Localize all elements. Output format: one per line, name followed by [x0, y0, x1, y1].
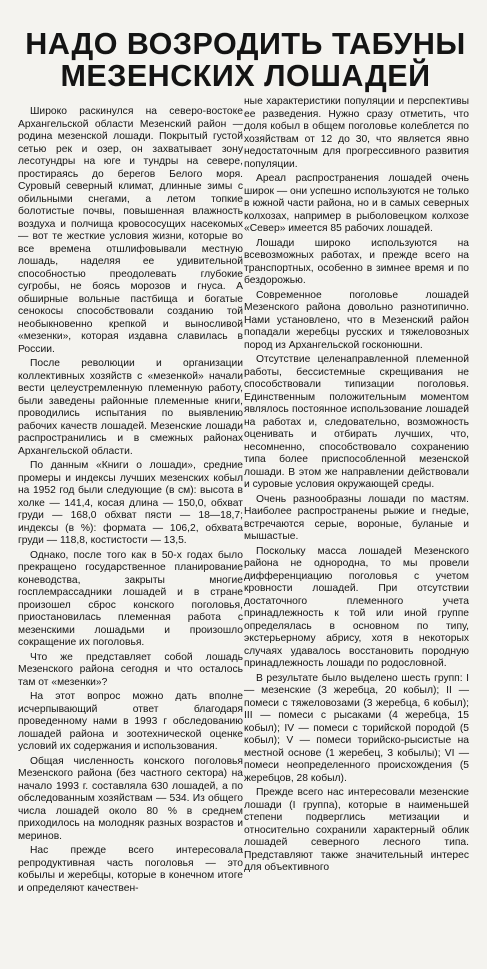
paragraph: ные характеристики популяции и перспективы ее разведения. Нужно сразу отметить, что доля кобыл в общем поголовье колеблется по хозяйствам от 12 до 30, что является явно недостаточным для прогрессивного развития популяции.: [244, 96, 469, 170]
left-text-column: [18, 106, 243, 897]
paragraph: Поскольку масса лошадей Мезенского района не однородна, то мы провели дифференциацию поголовья с учетом кровности лошадей. При отсутствии достаточного племенного учета принадлежность к той или иной группе определялась в основном по типу, экстерьерному абрису, хотя в некоторых случаях удавалось восстановить породную принадлежность лошади по родословной.: [244, 545, 469, 669]
paragraph: Лошади широко используются на всевозможных работах, и прежде всего на транспортных, особенно в зимнее время и по бездорожью.: [244, 237, 469, 286]
paragraph: После революции и организации коллективных хозяйств с «мезенкой» начали вести целеустремленную племенную работу, были заведены районные племенные книги, проводились испытания по выявлению рабочих качеств лошадей. Мезенские лошади распространились и в смежных районах Архангельской области.: [18, 358, 243, 457]
paragraph: На этот вопрос можно дать вполне исчерпывающий ответ благодаря проведенному нами в 1993 г обследованию лошадей района и зоотехнической оценке условий их содержания и использования.: [18, 691, 243, 752]
paragraph: Общая численность конского поголовья Мезенского района (без частного сектора) на начало 1993 г. составляла 630 лошадей, а по обследованным хозяйствам — 534. Из общего числа лошадей около 80 % в среднем приходилось на молодняк разных возрастов и меринов.: [18, 755, 243, 842]
paragraph: Прежде всего нас интересовали мезенские лошади (I группа), которые в наименьшей степени подверглись метизации и относительно сохранили характерный облик лошадей северного лесного типа. Представляют также значительный интерес для объективного: [244, 787, 469, 873]
article-headline: [18, 28, 473, 92]
paragraph: Отсутствие целенаправленной племенной работы, бессистемные скрещивания не способствовали типизации поголовья. Единственным положительным моментом являлось постоянное использование лошадей на работах и, следовательно, возможность оценивать и отбирать лучших, что, несомненно, способствовало сохранению типа более приспособленной мезенской лошади. В этом же направлении действовали и суровые условия окружающей среды.: [244, 354, 469, 490]
paragraph: В результате было выделено шесть групп: I — мезенские (3 жеребца, 20 кобыл); II — помеси с тяжеловозами (3 жеребца, 6 кобыл); III — помеси с рысаками (4 жеребца, 15 кобыл); IV — помеси с торийской породой (5 кобыл); V — помеси торийско-рысистые на местной основе (1 жеребец, 3 кобылы); VI — помеси неопределенного происхождения (5 жеребцов, 28 кобыл).: [244, 672, 469, 784]
paragraph: Что же представляет собой лошадь Мезенского района сегодня и что осталось там от «мезенки»?: [18, 651, 243, 688]
paragraph: По данным «Книги о лошади», средние промеры и индексы лучших мезенских кобыл на 1952 год были следующие (в см): высота в холке — 141,4, косая длина — 150,0, обхват груди — 168,0 обхват пясти — 18—18,7; индексы (в %): формата — 106,2, обхвата груди — 118,8, костистости — 13,5.: [18, 460, 243, 546]
paragraph: Однако, после того как в 50-х годах было прекращено государственное планирование коневодства, закрыты многие госплемрассадники лошадей и в стране произошел сброс конского поголовья, приостановилась племенная работа с мезенскими лошадьми и произошло сокращение их поголовья.: [18, 549, 243, 648]
paragraph: Нас прежде всего интересовала репродуктивная часть поголовья — это кобылы и жеребцы, которые в конечном итоге и определяют качествен-: [18, 845, 243, 894]
right-text-column: [244, 96, 469, 877]
paragraph: Широко раскинулся на северо-востоке Архангельской области Мезенский район — родина мезенской лошади. Покрытый густой сетью рек и озер, он захватывает зону лесотундры на юге и тундры на севере, простираясь до берегов Белого моря. Суровый северный климат, длинные зимы с обильными снегами, а летом топкие болотистые почвы, повышенная влажность воздуха и полчища кровососущих насекомых — вот те жесткие условия жизни, которые во все времена отшлифовывали местную лошадь, наделяя ее удивительной способностью преодолевать глубокие сугробы, не боясь морозов и гнуса. А обширные вольные пастбища и богатые сенокосы способствовали созданию той необыкновенно крепкой и выносливой «мезенки», которая издавна славилась в России.: [18, 106, 243, 355]
paragraph: Современное поголовье лошадей Мезенского района довольно разнотипично. Нами установлено, что в Мезенский район попадали жеребцы русских и тяжеловозных пород из Архангельской госконюшни.: [244, 289, 469, 351]
headline-line-1: НАДО ВОЗРОДИТЬ ТАБУНЫ: [25, 27, 466, 61]
paragraph: Очень разнообразны лошади по мастям. Наиболее распространены рыжие и гнедые, встречаются серые, вороные, буланые и мышастые.: [244, 493, 469, 542]
headline-line-2: МЕЗЕНСКИХ ЛОШАДЕЙ: [60, 59, 431, 93]
paragraph: Ареал распространения лошадей очень широк — они успешно используются не только в южной части района, но и в самых северных колхозах, например в рыболовецком колхозе «Север» имеется 85 рабочих лошадей.: [244, 173, 469, 234]
